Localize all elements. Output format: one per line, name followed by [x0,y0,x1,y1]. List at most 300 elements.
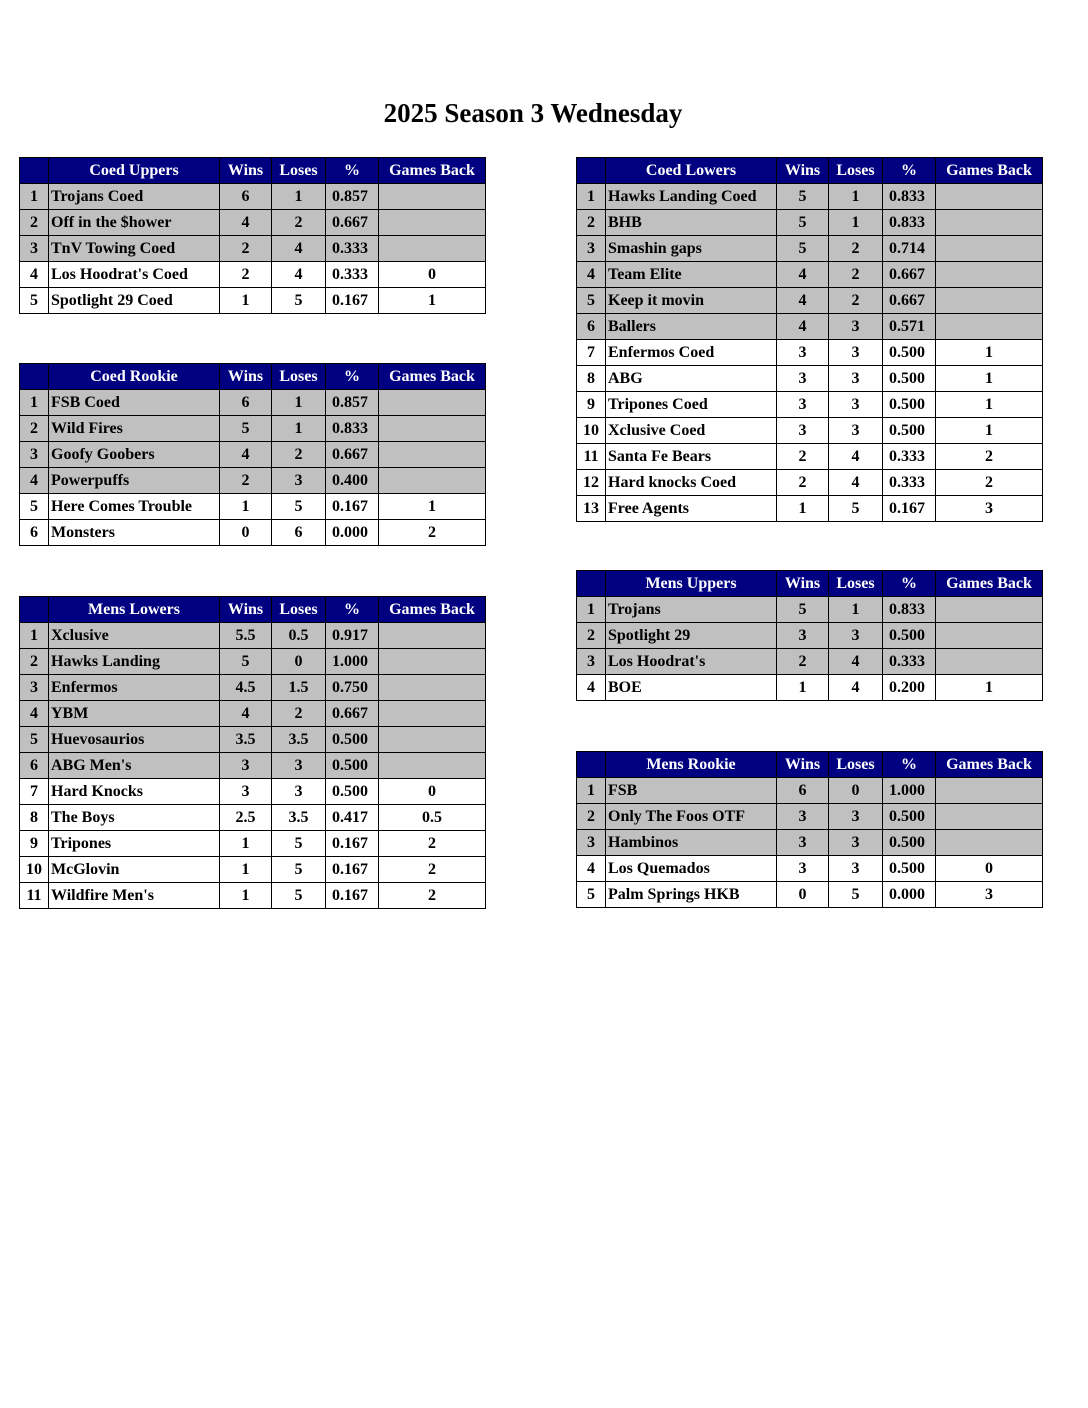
pct-cell: 0.500 [883,366,936,392]
wins-cell: 1 [777,496,829,522]
rank-cell: 9 [577,392,606,418]
wins-cell: 4 [220,701,272,727]
games-back-cell [936,236,1043,262]
wins-cell: 1 [220,831,272,857]
wins-cell: 2.5 [220,805,272,831]
table-row [20,649,486,675]
games-back-cell [936,623,1043,649]
loses-cell: 3 [829,314,883,340]
header-loses: Loses [829,571,883,597]
wins-cell: 5 [220,649,272,675]
rank-cell: 3 [577,236,606,262]
wins-cell: 3 [220,779,272,805]
pct-cell: 0.500 [883,830,936,856]
header-pct: % [326,597,379,623]
header-pct: % [883,158,936,184]
header-games-back: Games Back [936,571,1043,597]
loses-cell: 0 [272,649,326,675]
games-back-cell [379,675,486,701]
pct-cell: 0.500 [883,392,936,418]
table-row [577,649,1043,675]
table-row [577,392,1043,418]
pct-cell: 0.417 [326,805,379,831]
loses-cell: 1 [272,390,326,416]
header-games-back: Games Back [379,597,486,623]
header-games-back: Games Back [379,158,486,184]
wins-cell: 1 [220,883,272,909]
loses-cell: 3.5 [272,727,326,753]
team-name-cell: Hard Knocks [49,779,220,805]
table-row [577,184,1043,210]
loses-cell: 3 [829,418,883,444]
rank-cell: 6 [20,753,49,779]
team-name-cell: FSB Coed [49,390,220,416]
division-name: Coed Uppers [49,158,220,184]
rank-cell: 4 [577,675,606,701]
team-name-cell: Smashin gaps [606,236,777,262]
table-row [577,236,1043,262]
loses-cell: 5 [272,494,326,520]
games-back-cell [379,184,486,210]
wins-cell: 6 [777,778,829,804]
table-row [20,623,486,649]
wins-cell: 4.5 [220,675,272,701]
loses-cell: 4 [829,675,883,701]
games-back-cell: 1 [936,418,1043,444]
games-back-cell [936,184,1043,210]
pct-cell: 0.500 [883,623,936,649]
header-rank-cell [20,364,49,390]
rank-cell: 3 [577,830,606,856]
games-back-cell: 1 [936,340,1043,366]
table-row [577,210,1043,236]
team-name-cell: Spotlight 29 Coed [49,288,220,314]
team-name-cell: McGlovin [49,857,220,883]
wins-cell: 2 [777,649,829,675]
games-back-cell [936,830,1043,856]
table-row [577,340,1043,366]
rank-cell: 8 [20,805,49,831]
pct-cell: 0.857 [326,184,379,210]
pct-cell: 0.500 [326,753,379,779]
team-name-cell: Hard knocks Coed [606,470,777,496]
loses-cell: 3 [829,366,883,392]
table-row [577,470,1043,496]
table-row [577,366,1043,392]
pct-cell: 0.667 [883,288,936,314]
loses-cell: 3.5 [272,805,326,831]
team-name-cell: Here Comes Trouble [49,494,220,520]
wins-cell: 4 [777,288,829,314]
wins-cell: 5 [777,597,829,623]
loses-cell: 3 [829,830,883,856]
loses-cell: 3 [829,392,883,418]
loses-cell: 2 [829,288,883,314]
wins-cell: 3 [777,340,829,366]
rank-cell: 5 [20,727,49,753]
rank-cell: 13 [577,496,606,522]
games-back-cell [379,468,486,494]
team-name-cell: Spotlight 29 [606,623,777,649]
pct-cell: 0.500 [883,418,936,444]
header-loses: Loses [272,597,326,623]
team-name-cell: Wildfire Men's [49,883,220,909]
rank-cell: 2 [577,210,606,236]
wins-cell: 2 [777,444,829,470]
header-loses: Loses [829,158,883,184]
table-header-row [20,597,486,623]
rank-cell: 6 [20,520,49,546]
wins-cell: 5 [777,210,829,236]
wins-cell: 3 [777,804,829,830]
rank-cell: 4 [20,468,49,494]
rank-cell: 3 [577,649,606,675]
header-wins: Wins [220,158,272,184]
team-name-cell: BOE [606,675,777,701]
games-back-cell [936,778,1043,804]
games-back-cell: 0.5 [379,805,486,831]
wins-cell: 3 [777,366,829,392]
team-name-cell: FSB [606,778,777,804]
loses-cell: 4 [272,262,326,288]
pct-cell: 0.667 [326,442,379,468]
pct-cell: 0.667 [326,701,379,727]
team-name-cell: Hawks Landing [49,649,220,675]
team-name-cell: Los Quemados [606,856,777,882]
games-back-cell [936,288,1043,314]
team-name-cell: TnV Towing Coed [49,236,220,262]
table-row [577,882,1043,908]
loses-cell: 4 [272,236,326,262]
division-name: Mens Uppers [606,571,777,597]
rank-cell: 1 [577,184,606,210]
table-row [20,442,486,468]
loses-cell: 3 [829,804,883,830]
table-row [20,236,486,262]
table-header-row [577,158,1043,184]
loses-cell: 3 [272,753,326,779]
rank-cell: 10 [20,857,49,883]
wins-cell: 4 [777,262,829,288]
games-back-cell [936,804,1043,830]
games-back-cell [936,649,1043,675]
division-name: Coed Rookie [49,364,220,390]
team-name-cell: Tripones Coed [606,392,777,418]
loses-cell: 3 [829,623,883,649]
rank-cell: 4 [577,262,606,288]
table-row [577,675,1043,701]
games-back-cell: 0 [936,856,1043,882]
rank-cell: 4 [20,262,49,288]
division-name: Mens Rookie [606,752,777,778]
rank-cell: 7 [20,779,49,805]
wins-cell: 3 [777,392,829,418]
rank-cell: 2 [577,804,606,830]
table-row [577,804,1043,830]
header-games-back: Games Back [936,158,1043,184]
team-name-cell: Keep it movin [606,288,777,314]
table-row [577,288,1043,314]
wins-cell: 0 [220,520,272,546]
pct-cell: 0.833 [883,210,936,236]
games-back-cell [936,262,1043,288]
pct-cell: 0.750 [326,675,379,701]
rank-cell: 3 [20,236,49,262]
standings-table-mens-uppers [576,570,1043,701]
header-wins: Wins [220,364,272,390]
team-name-cell: Tripones [49,831,220,857]
team-name-cell: Wild Fires [49,416,220,442]
loses-cell: 4 [829,444,883,470]
loses-cell: 1 [272,184,326,210]
wins-cell: 3 [777,623,829,649]
table-row [20,779,486,805]
pct-cell: 0.857 [326,390,379,416]
pct-cell: 0.500 [883,340,936,366]
games-back-cell [379,442,486,468]
header-loses: Loses [829,752,883,778]
table-header-row [577,571,1043,597]
header-pct: % [326,364,379,390]
wins-cell: 1 [777,675,829,701]
table-row [577,314,1043,340]
team-name-cell: Ballers [606,314,777,340]
wins-cell: 0 [777,882,829,908]
wins-cell: 1 [220,494,272,520]
rank-cell: 1 [577,597,606,623]
pct-cell: 1.000 [883,778,936,804]
games-back-cell: 2 [379,883,486,909]
table-row [577,262,1043,288]
team-name-cell: Enfermos Coed [606,340,777,366]
header-loses: Loses [272,158,326,184]
wins-cell: 2 [777,470,829,496]
rank-cell: 1 [20,390,49,416]
pct-cell: 0.833 [883,597,936,623]
games-back-cell: 1 [936,366,1043,392]
games-back-cell: 3 [936,882,1043,908]
header-games-back: Games Back [379,364,486,390]
header-wins: Wins [777,158,829,184]
rank-cell: 9 [20,831,49,857]
pct-cell: 0.167 [883,496,936,522]
loses-cell: 5 [829,496,883,522]
wins-cell: 6 [220,184,272,210]
loses-cell: 1 [829,184,883,210]
header-wins: Wins [777,752,829,778]
header-rank-cell [577,571,606,597]
table-row [20,416,486,442]
table-row [20,753,486,779]
team-name-cell: Trojans [606,597,777,623]
rank-cell: 2 [20,649,49,675]
loses-cell: 5 [272,857,326,883]
loses-cell: 2 [829,236,883,262]
standings-table-mens-rookie [576,751,1043,908]
pct-cell: 0.500 [883,856,936,882]
table-row [577,496,1043,522]
rank-cell: 6 [577,314,606,340]
table-row [20,390,486,416]
team-name-cell: Xclusive Coed [606,418,777,444]
table-row [20,727,486,753]
team-name-cell: Hambinos [606,830,777,856]
page-title: 2025 Season 3 Wednesday [383,98,683,128]
rank-cell: 3 [20,442,49,468]
rank-cell: 5 [20,494,49,520]
games-back-cell: 1 [379,494,486,520]
team-name-cell: Off in the $hower [49,210,220,236]
rank-cell: 11 [577,444,606,470]
standings-table-coed-rookie [19,363,486,546]
wins-cell: 1 [220,288,272,314]
loses-cell: 4 [829,470,883,496]
loses-cell: 0.5 [272,623,326,649]
table-header-row [577,752,1043,778]
team-name-cell: Goofy Goobers [49,442,220,468]
loses-cell: 2 [829,262,883,288]
table-row [20,701,486,727]
team-name-cell: Palm Springs HKB [606,882,777,908]
header-rank-cell [20,158,49,184]
pct-cell: 0.917 [326,623,379,649]
standings-table-coed-lowers [576,157,1043,522]
games-back-cell [936,597,1043,623]
loses-cell: 0 [829,778,883,804]
pct-cell: 0.333 [883,470,936,496]
loses-cell: 5 [272,831,326,857]
wins-cell: 5 [777,184,829,210]
table-row [20,262,486,288]
team-name-cell: Powerpuffs [49,468,220,494]
rank-cell: 5 [577,288,606,314]
table-row [577,830,1043,856]
team-name-cell: ABG [606,366,777,392]
pct-cell: 0.333 [883,649,936,675]
pct-cell: 0.833 [326,416,379,442]
wins-cell: 4 [220,442,272,468]
wins-cell: 1 [220,857,272,883]
rank-cell: 11 [20,883,49,909]
table-row [20,494,486,520]
standings-table-coed-uppers [19,157,486,314]
header-rank-cell [577,158,606,184]
header-wins: Wins [220,597,272,623]
division-name: Mens Lowers [49,597,220,623]
team-name-cell: Los Hoodrat's Coed [49,262,220,288]
games-back-cell: 1 [379,288,486,314]
header-rank-cell [20,597,49,623]
wins-cell: 5 [777,236,829,262]
wins-cell: 4 [777,314,829,340]
header-pct: % [883,752,936,778]
table-row [577,418,1043,444]
header-games-back: Games Back [936,752,1043,778]
rank-cell: 1 [577,778,606,804]
rank-cell: 4 [20,701,49,727]
loses-cell: 1 [829,597,883,623]
table-row [20,288,486,314]
table-row [20,520,486,546]
rank-cell: 8 [577,366,606,392]
team-name-cell: Only The Foos OTF [606,804,777,830]
team-name-cell: YBM [49,701,220,727]
header-wins: Wins [777,571,829,597]
table-row [20,675,486,701]
loses-cell: 3 [829,340,883,366]
games-back-cell [379,727,486,753]
pct-cell: 0.000 [326,520,379,546]
pct-cell: 0.167 [326,494,379,520]
games-back-cell: 2 [379,857,486,883]
pct-cell: 0.714 [883,236,936,262]
table-header-row [20,364,486,390]
games-back-cell [379,649,486,675]
wins-cell: 5 [220,416,272,442]
games-back-cell [936,314,1043,340]
loses-cell: 5 [272,288,326,314]
table-header-row [20,158,486,184]
wins-cell: 2 [220,262,272,288]
pct-cell: 0.833 [883,184,936,210]
pct-cell: 0.333 [326,236,379,262]
pct-cell: 0.333 [326,262,379,288]
rank-cell: 5 [577,882,606,908]
table-row [20,857,486,883]
loses-cell: 2 [272,210,326,236]
pct-cell: 0.500 [326,779,379,805]
pct-cell: 0.167 [326,288,379,314]
header-rank-cell [577,752,606,778]
loses-cell: 2 [272,442,326,468]
games-back-cell: 0 [379,779,486,805]
team-name-cell: Huevosaurios [49,727,220,753]
pct-cell: 0.667 [326,210,379,236]
pct-cell: 0.167 [326,857,379,883]
games-back-cell: 2 [936,470,1043,496]
games-back-cell [379,210,486,236]
games-back-cell [379,236,486,262]
loses-cell: 5 [272,883,326,909]
table-row [20,831,486,857]
table-row [577,856,1043,882]
rank-cell: 12 [577,470,606,496]
header-pct: % [883,571,936,597]
division-name: Coed Lowers [606,158,777,184]
wins-cell: 3.5 [220,727,272,753]
team-name-cell: Xclusive [49,623,220,649]
rank-cell: 2 [577,623,606,649]
pct-cell: 0.167 [326,831,379,857]
rank-cell: 2 [20,210,49,236]
standings-table-mens-lowers [19,596,486,909]
team-name-cell: Hawks Landing Coed [606,184,777,210]
games-back-cell: 2 [379,831,486,857]
pct-cell: 0.400 [326,468,379,494]
team-name-cell: Trojans Coed [49,184,220,210]
team-name-cell: Monsters [49,520,220,546]
loses-cell: 6 [272,520,326,546]
games-back-cell [379,416,486,442]
games-back-cell [936,210,1043,236]
loses-cell: 2 [272,701,326,727]
rank-cell: 5 [20,288,49,314]
games-back-cell: 3 [936,496,1043,522]
rank-cell: 1 [20,184,49,210]
table-row [20,468,486,494]
pct-cell: 0.000 [883,882,936,908]
loses-cell: 1 [272,416,326,442]
